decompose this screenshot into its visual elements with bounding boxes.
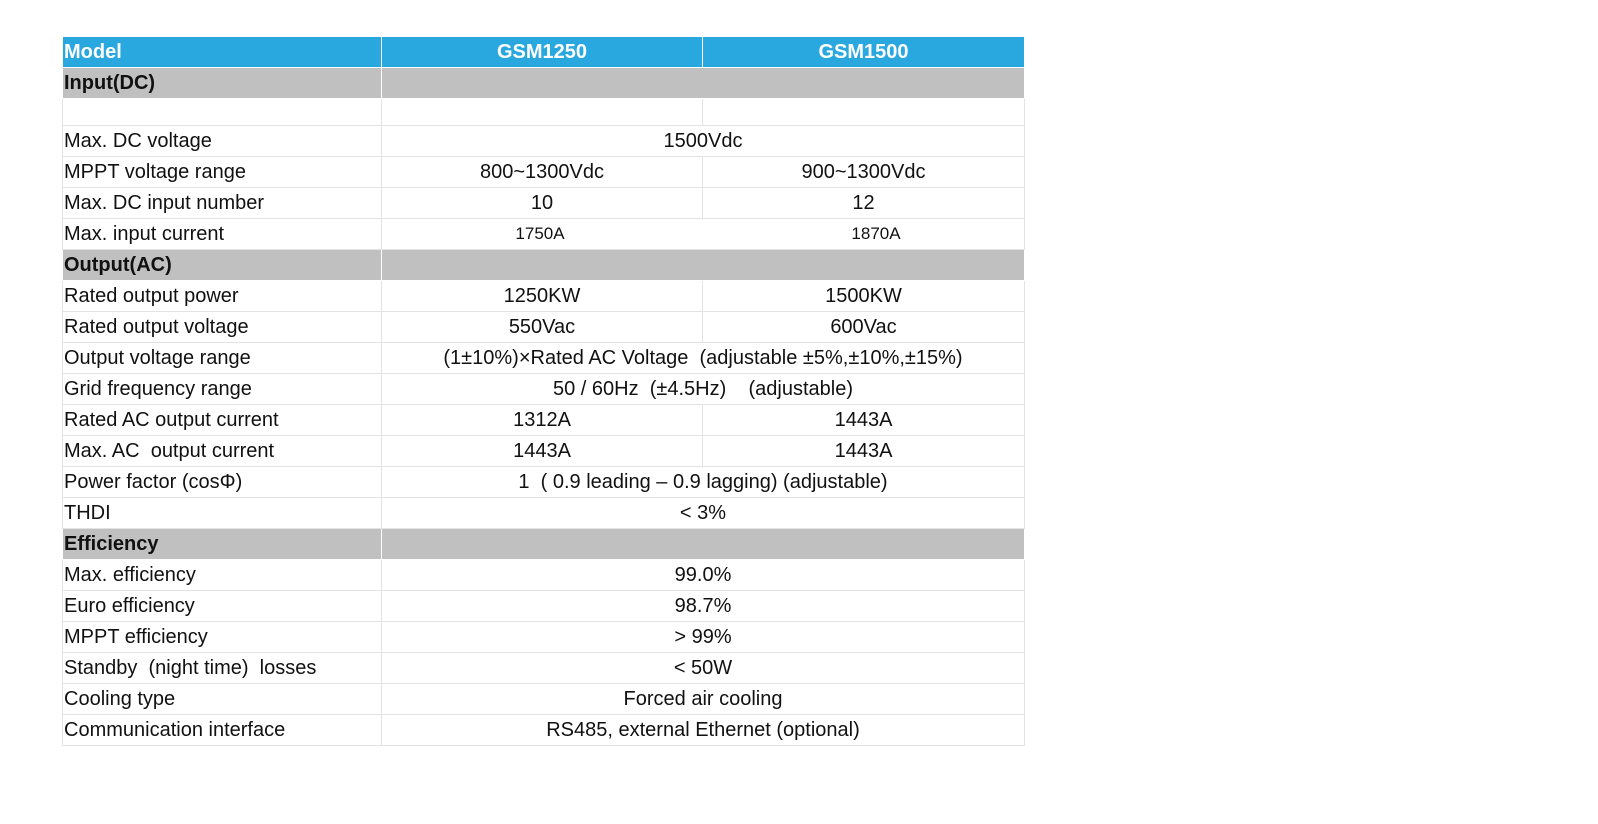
row-value: Forced air cooling [382,684,1025,715]
section-input-row [63,68,1025,99]
table-row [63,343,1025,374]
section-output-fill [382,250,1025,281]
row-label: Cooling type [63,684,382,715]
row-value-gsm1500: 900~1300Vdc [703,157,1025,188]
row-value: > 99% [382,622,1025,653]
table-row [63,436,1025,467]
table-row [63,405,1025,436]
spacer-cell [382,99,703,126]
row-label: MPPT voltage range [63,157,382,188]
row-value: < 3% [382,498,1025,529]
section-efficiency-row [63,529,1025,560]
row-value: 98.7% [382,591,1025,622]
row-value-gsm1250: 1250KW [382,281,703,312]
section-efficiency-title: Efficiency [63,529,382,560]
header-model: Model [63,37,382,68]
row-label: Rated output power [63,281,382,312]
row-value-gsm1250: 800~1300Vdc [382,157,703,188]
row-value-gsm1250: 1443A [382,436,703,467]
row-label: Rated AC output current [63,405,382,436]
row-label: Standby (night time) losses [63,653,382,684]
row-label: Max. DC input number [63,188,382,219]
table-row [63,498,1025,529]
row-label: Max. AC output current [63,436,382,467]
row-value-gsm1250: 10 [382,188,703,219]
row-value: 1500Vdc [382,126,1025,157]
row-value-gsm1500: 1443A [703,436,1025,467]
table-row [63,715,1025,746]
table-row [63,219,1025,250]
header-gsm1500: GSM1500 [703,37,1025,68]
section-efficiency-fill [382,529,1025,560]
row-label: Rated output voltage [63,312,382,343]
spacer-row [63,99,1025,126]
spacer-cell [703,99,1025,126]
row-label: Power factor (cosΦ) [63,467,382,498]
row-value: 1 ( 0.9 leading – 0.9 lagging) (adjustable) [382,467,1025,498]
table-row [63,622,1025,653]
table-row [63,312,1025,343]
row-value-gsm1500: 1500KW [703,281,1025,312]
section-input-fill [382,68,1025,99]
row-label: Euro efficiency [63,591,382,622]
row-label: Max. DC voltage [63,126,382,157]
table-row [63,157,1025,188]
row-label: Max. input current [63,219,382,250]
row-value-gsm1500: 12 [703,188,1025,219]
row-label: Communication interface [63,715,382,746]
spec-table [62,36,1025,746]
row-value: RS485, external Ethernet (optional) [382,715,1025,746]
row-label: Max. efficiency [63,560,382,591]
table-row [63,653,1025,684]
section-input-title: Input(DC) [63,68,382,99]
row-value-gsm1250: 1312A [382,405,703,436]
table-row [63,126,1025,157]
table-row [63,467,1025,498]
table-row [63,684,1025,715]
row-label: Output voltage range [63,343,382,374]
row-value: < 50W [382,653,1025,684]
table-row [63,374,1025,405]
row-label: Grid frequency range [63,374,382,405]
table-row [63,281,1025,312]
row-value-gsm1500: 600Vac [703,312,1025,343]
row-value: (1±10%)×Rated AC Voltage (adjustable ±5%,±10%,±15%) [382,343,1025,374]
row-value-gsm1500: 1443A [703,405,1025,436]
section-output-title: Output(AC) [63,250,382,281]
row-value-gsm1250: 550Vac [382,312,703,343]
table-row [63,188,1025,219]
table-row [63,560,1025,591]
table-header-row [63,37,1025,68]
row-value: 50 / 60Hz (±4.5Hz) (adjustable) [382,374,1025,405]
row-value-gsm1250: 1750A [515,224,565,243]
row-value: 99.0% [382,560,1025,591]
row-value-pair [382,219,1025,250]
header-gsm1250: GSM1250 [382,37,703,68]
table-row [63,591,1025,622]
row-value-gsm1500: 1870A [851,224,901,243]
row-label: MPPT efficiency [63,622,382,653]
row-label: THDI [63,498,382,529]
section-output-row [63,250,1025,281]
spacer-cell [63,99,382,126]
